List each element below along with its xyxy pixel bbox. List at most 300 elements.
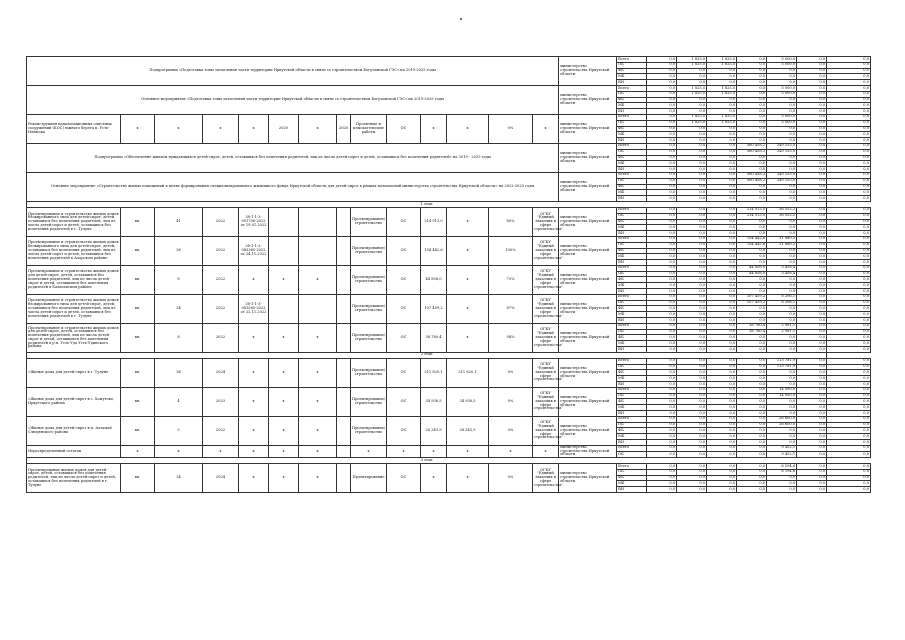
object-attr-12: 73%: [489, 265, 533, 294]
object-attr-10: 154 442,6: [421, 236, 447, 265]
object-attr-12: 0%: [489, 416, 533, 445]
amount-cell-5: 113 781,9: [767, 364, 797, 370]
amount-cell-7: 0,0: [827, 155, 871, 161]
amount-cell-5: 0,0: [767, 248, 797, 254]
amount-cell-1: 0,0: [647, 277, 677, 283]
object-attr-7: [337, 445, 351, 457]
amount-cell-4: 38 780,4: [737, 323, 767, 329]
amount-cell-6: 0,0: [797, 422, 827, 428]
responsible-ministry: министерство строительства Иркутской области: [559, 236, 617, 265]
amount-cell-3: 0,0: [707, 405, 737, 411]
amount-cell-1: 0,0: [647, 464, 677, 470]
funding-level: ВИ: [617, 167, 647, 173]
amount-cell-7: 0,0: [827, 97, 871, 103]
object-attr-4: x: [239, 387, 269, 416]
funding-level: ОБ: [617, 91, 647, 97]
amount-cell-5: 0,0: [767, 190, 797, 196]
amount-cell-6: 0,0: [797, 132, 827, 138]
object-attr-3: x: [203, 114, 239, 143]
amount-cell-5: 0,0: [767, 312, 797, 318]
amount-cell-1: 0,0: [647, 329, 677, 335]
amount-cell-1: 0,0: [647, 80, 677, 86]
amount-cell-5: 0,0: [767, 225, 797, 231]
amount-cell-3: 0,0: [707, 312, 737, 318]
amount-cell-5: 0,0: [767, 231, 797, 237]
amount-cell-6: 0,0: [797, 155, 827, 161]
amount-cell-3: 0,0: [707, 103, 737, 109]
amount-cell-6: 0,0: [797, 323, 827, 329]
amount-cell-5: 0,0: [767, 184, 797, 190]
amount-cell-4: 0,0: [737, 126, 767, 132]
object-attr-9: ОС: [387, 387, 421, 416]
funding-level: ВИ: [617, 260, 647, 266]
amount-cell-1: 0,0: [647, 434, 677, 440]
amount-cell-3: 0,0: [707, 393, 737, 399]
amount-cell-7: 0,0: [827, 149, 871, 155]
funding-level: ФБ: [617, 335, 647, 341]
object-attr-6: [299, 207, 337, 236]
object-attr-11: x: [447, 265, 489, 294]
amount-cell-3: 0,0: [707, 411, 737, 417]
program-title: Основное мероприятие «Строительство жилых помещений в целях формирования специализированного жилищного фонда Иркутской области для детей-сирот в рамках полномочий министерства строительства Иркутской области» на 2022-2025 годы: [27, 172, 559, 201]
responsible-ministry: министерство строительства Иркутской области: [559, 323, 617, 352]
amount-cell-4: 154 442,6: [737, 242, 767, 248]
amount-cell-3: 0,0: [707, 376, 737, 382]
amount-cell-1: 0,0: [647, 231, 677, 237]
amount-cell-2: 0,0: [677, 178, 707, 184]
object-attr-11: 211 820,1: [447, 358, 489, 387]
amount-cell-7: 0,0: [827, 161, 871, 167]
amount-cell-2: 1 825,0: [677, 114, 707, 120]
amount-cell-3: 0,0: [707, 416, 737, 422]
amount-cell-1: 0,0: [647, 445, 677, 451]
amount-cell-1: 0,0: [647, 97, 677, 103]
stage-title: 1 этап: [27, 201, 827, 207]
object-attr-7: 2020: [337, 114, 351, 143]
object-attr-13: ОГКУ "Единый заказчик в сфере строительства": [533, 358, 559, 387]
object-attr-11: x: [447, 323, 489, 352]
funding-level: Всего: [617, 294, 647, 300]
amount-cell-1: 0,0: [647, 62, 677, 68]
amount-cell-7: 0,0: [827, 103, 871, 109]
object-attr-2: 24: [155, 464, 203, 493]
object-attr-2: 5: [155, 416, 203, 445]
object-attr-2: 24: [155, 294, 203, 323]
object-attr-2: x: [155, 114, 203, 143]
amount-cell-5: 0,0: [767, 254, 797, 260]
object-attr-9: ОС: [387, 265, 421, 294]
amount-cell-7: 0,0: [827, 289, 871, 295]
amount-cell-5: 0,0: [767, 138, 797, 144]
amount-cell-7: 0,0: [827, 265, 871, 271]
amount-cell-4: 0,0: [737, 231, 767, 237]
amount-cell-6: 0,0: [797, 265, 827, 271]
amount-cell-5: 0,0: [767, 318, 797, 324]
amount-cell-1: 0,0: [647, 155, 677, 161]
object-attr-8: Проектные и изыскательские работы: [351, 114, 387, 143]
amount-cell-3: 0,0: [707, 80, 737, 86]
amount-cell-5: 5 000,0: [767, 120, 797, 126]
amount-cell-4: 0,0: [737, 254, 767, 260]
responsible-ministry: министерство строительства Иркутской области: [559, 172, 617, 201]
responsible-ministry: министерство строительства Иркутской области: [559, 57, 617, 86]
responsible-ministry: министерство строительства Иркутской области: [559, 416, 617, 445]
amount-cell-1: 0,0: [647, 271, 677, 277]
object-attr-9: ОС: [387, 416, 421, 445]
amount-cell-1: 0,0: [647, 207, 677, 213]
amount-cell-3: 0,0: [707, 213, 737, 219]
amount-cell-4: 0,0: [737, 225, 767, 231]
object-attr-5: x: [269, 323, 299, 352]
funding-level: ВИ: [617, 440, 647, 446]
amount-cell-3: 0,0: [707, 207, 737, 213]
amount-cell-6: 0,0: [797, 62, 827, 68]
funding-level: ФБ: [617, 399, 647, 405]
amount-cell-4: 0,0: [737, 428, 767, 434]
amount-cell-6: 0,0: [797, 399, 827, 405]
amount-cell-1: 0,0: [647, 143, 677, 149]
amount-cell-1: 0,0: [647, 306, 677, 312]
amount-cell-5: 3 458,4: [767, 271, 797, 277]
amount-cell-7: 0,0: [827, 411, 871, 417]
amount-cell-4: 154 442,6: [737, 236, 767, 242]
object-attr-5: x: [269, 464, 299, 493]
object-attr-8: Проектирование/ строительство: [351, 236, 387, 265]
amount-cell-5: 0,0: [767, 161, 797, 167]
funding-level: ВИ: [617, 231, 647, 237]
amount-cell-2: 0,0: [677, 190, 707, 196]
amount-cell-7: 0,0: [827, 329, 871, 335]
amount-cell-6: 0,0: [797, 114, 827, 120]
amount-cell-5: 113 781,9: [767, 358, 797, 364]
amount-cell-6: 0,0: [797, 283, 827, 289]
object-attr-4: x: [239, 114, 269, 143]
amount-cell-6: 0,0: [797, 161, 827, 167]
amount-cell-6: 0,0: [797, 341, 827, 347]
object-attr-13: x: [533, 114, 559, 143]
amount-cell-2: 1 825,0: [677, 62, 707, 68]
funding-level: ОБ: [617, 393, 647, 399]
amount-cell-7: 0,0: [827, 445, 871, 451]
amount-cell-5: 5 000,0: [767, 114, 797, 120]
object-attr-1: кв.: [121, 236, 155, 265]
object-attr-9: ОС: [387, 464, 421, 493]
amount-cell-7: 0,0: [827, 80, 871, 86]
amount-cell-6: 0,0: [797, 393, 827, 399]
amount-cell-5: 0,0: [767, 341, 797, 347]
amount-cell-7: 0,0: [827, 190, 871, 196]
responsible-ministry: министерство строительства Иркутской области: [559, 207, 617, 236]
amount-cell-1: 0,0: [647, 248, 677, 254]
object-attr-12: x: [489, 445, 533, 457]
amount-cell-4: 0,0: [737, 80, 767, 86]
object-attr-8: Проектирование/ строительство: [351, 265, 387, 294]
amount-cell-6: 0,0: [797, 487, 827, 493]
amount-cell-2: 0,0: [677, 370, 707, 376]
object-attr-11: x: [447, 464, 489, 493]
object-attr-4: x: [239, 445, 269, 457]
funding-level: ФБ: [617, 306, 647, 312]
amount-cell-1: 0,0: [647, 167, 677, 173]
amount-cell-2: 0,0: [677, 74, 707, 80]
object-attr-4: x: [239, 358, 269, 387]
funding-level: Всего: [617, 143, 647, 149]
object-attr-6: [299, 294, 337, 323]
object-attr-8: Проектирование/ строительство: [351, 358, 387, 387]
amount-cell-4: 0,0: [737, 306, 767, 312]
amount-cell-1: 0,0: [647, 469, 677, 475]
amount-cell-2: 0,0: [677, 248, 707, 254]
amount-cell-2: 0,0: [677, 260, 707, 266]
object-attr-4: 38-1-1-3-001756-2022 от 19.01.2022: [239, 207, 269, 236]
amount-cell-2: 0,0: [677, 318, 707, 324]
amount-cell-6: 0,0: [797, 184, 827, 190]
amount-cell-3: 0,0: [707, 289, 737, 295]
amount-cell-7: 0,0: [827, 91, 871, 97]
amount-cell-3: 0,0: [707, 323, 737, 329]
amount-cell-5: 249 153,0: [767, 149, 797, 155]
amount-cell-6: 0,0: [797, 248, 827, 254]
object-attr-3: 2022: [203, 416, 239, 445]
amount-cell-5: 26 600,0: [767, 416, 797, 422]
amount-cell-7: 0,0: [827, 57, 871, 63]
amount-cell-5: 0,0: [767, 347, 797, 353]
amount-cell-3: 0,0: [707, 190, 737, 196]
object-attr-8: Проектирование/ строительство: [351, 387, 387, 416]
object-attr-10: x: [421, 464, 447, 493]
amount-cell-6: 0,0: [797, 277, 827, 283]
object-attr-13: x: [533, 445, 559, 457]
amount-cell-4: 0,0: [737, 370, 767, 376]
amount-cell-6: 0,0: [797, 91, 827, 97]
amount-cell-1: 0,0: [647, 428, 677, 434]
page-dot: [460, 18, 462, 20]
amount-cell-2: 0,0: [677, 196, 707, 202]
amount-cell-5: 0,0: [767, 132, 797, 138]
amount-cell-5: 5 000,0: [767, 62, 797, 68]
amount-cell-3: 0,0: [707, 358, 737, 364]
amount-cell-4: 0,0: [737, 57, 767, 63]
stage-title: 2 этап: [27, 352, 827, 358]
amount-cell-1: 0,0: [647, 178, 677, 184]
object-attr-1: кв.: [121, 387, 155, 416]
object-attr-5: x: [269, 265, 299, 294]
object-attr-3: 2022: [203, 323, 239, 352]
amount-cell-6: 0,0: [797, 242, 827, 248]
object-attr-9: x: [387, 445, 421, 457]
object-attr-7: [337, 358, 351, 387]
program-title: Основное мероприятие «Подготовка зоны затопления части территории Иркутской области в связи со строительством Богучанской ГЭС» на 2019-2025 годы: [27, 85, 559, 114]
object-attr-10: 214 913,0: [421, 207, 447, 236]
funding-level: ФБ: [617, 126, 647, 132]
object-attr-6: x: [299, 265, 337, 294]
funding-level: ВИ: [617, 382, 647, 388]
amount-cell-3: 0,0: [707, 225, 737, 231]
amount-cell-6: 0,0: [797, 260, 827, 266]
amount-cell-6: 0,0: [797, 271, 827, 277]
object-name: Реконструкция канализационных очистных сооружений (КОС) южного берега п. Усть-Илимска: [27, 114, 121, 143]
responsible-ministry: министерство строительства Иркутской области: [559, 358, 617, 387]
amount-cell-5: 0,0: [767, 382, 797, 388]
amount-cell-7: 0,0: [827, 440, 871, 446]
object-attr-1: кв.: [121, 323, 155, 352]
amount-cell-6: 0,0: [797, 387, 827, 393]
amount-cell-2: 1 825,0: [677, 120, 707, 126]
amount-cell-4: 107 459,2: [737, 300, 767, 306]
amount-cell-5: 0,0: [767, 411, 797, 417]
object-attr-2: 36: [155, 358, 203, 387]
amount-cell-5: 0,0: [767, 405, 797, 411]
funding-level: Всего: [617, 85, 647, 91]
amount-cell-1: 0,0: [647, 103, 677, 109]
object-attr-13: ОГКУ "Единый заказчик в сфере строительства": [533, 207, 559, 236]
funding-level: Всего: [617, 236, 647, 242]
amount-cell-6: 0,0: [797, 451, 827, 457]
object-attr-3: 2023: [203, 387, 239, 416]
amount-cell-6: 0,0: [797, 149, 827, 155]
amount-cell-3: 0,0: [707, 294, 737, 300]
amount-cell-7: 0,0: [827, 405, 871, 411]
object-attr-11: x: [447, 236, 489, 265]
amount-cell-1: 0,0: [647, 387, 677, 393]
object-attr-7: [337, 323, 351, 352]
object-name: «Жилые дома для детей-сирот в г. Тулуне: [27, 358, 121, 387]
amount-cell-2: 0,0: [677, 387, 707, 393]
object-attr-8: Проектирование: [351, 464, 387, 493]
amount-cell-2: 0,0: [677, 265, 707, 271]
amount-cell-4: 214 913,0: [737, 207, 767, 213]
amount-cell-6: 0,0: [797, 85, 827, 91]
amount-cell-5: 36 552,2: [767, 213, 797, 219]
amount-cell-7: 0,0: [827, 469, 871, 475]
amount-cell-5: 249 153,0: [767, 172, 797, 178]
amount-cell-7: 0,0: [827, 196, 871, 202]
amount-cell-4: 44 858,0: [737, 265, 767, 271]
amount-cell-4: 0,0: [737, 481, 767, 487]
object-attr-5: [269, 236, 299, 265]
amount-cell-7: 0,0: [827, 306, 871, 312]
amount-cell-2: 0,0: [677, 358, 707, 364]
amount-cell-2: 0,0: [677, 481, 707, 487]
object-attr-1: кв.: [121, 294, 155, 323]
object-attr-10: 28 243,9: [421, 416, 447, 445]
amount-cell-2: 0,0: [677, 207, 707, 213]
amount-cell-2: 0,0: [677, 329, 707, 335]
object-attr-13: ОГКУ "Единый заказчик в сфере строительства": [533, 265, 559, 294]
object-attr-1: x: [121, 114, 155, 143]
amount-cell-4: 560 458,2: [737, 172, 767, 178]
amount-cell-3: 0,0: [707, 155, 737, 161]
amount-cell-7: 0,0: [827, 219, 871, 225]
amount-cell-6: 0,0: [797, 213, 827, 219]
amount-cell-4: 107 459,2: [737, 294, 767, 300]
amount-cell-2: 0,0: [677, 323, 707, 329]
amount-cell-7: 0,0: [827, 132, 871, 138]
amount-cell-4: 0,0: [737, 68, 767, 74]
funding-level: МБ: [617, 103, 647, 109]
amount-cell-4: 0,0: [737, 469, 767, 475]
funding-level: МБ: [617, 225, 647, 231]
funding-level: ВИ: [617, 109, 647, 115]
amount-cell-3: 0,0: [707, 143, 737, 149]
funding-level: МБ: [617, 376, 647, 382]
amount-cell-6: 0,0: [797, 347, 827, 353]
amount-cell-4: 0,0: [737, 445, 767, 451]
amount-cell-3: 1 825,0: [707, 120, 737, 126]
amount-cell-7: 0,0: [827, 126, 871, 132]
amount-cell-7: 0,0: [827, 341, 871, 347]
object-attr-9: ОС: [387, 323, 421, 352]
object-attr-11: x: [447, 294, 489, 323]
amount-cell-6: 0,0: [797, 225, 827, 231]
amount-cell-2: 0,0: [677, 283, 707, 289]
amount-cell-2: 0,0: [677, 109, 707, 115]
amount-cell-1: 0,0: [647, 138, 677, 144]
funding-level: ОБ: [617, 213, 647, 219]
amount-cell-3: 0,0: [707, 347, 737, 353]
object-attr-5: x: [269, 387, 299, 416]
amount-cell-3: 0,0: [707, 434, 737, 440]
amount-cell-5: 0,0: [767, 399, 797, 405]
funding-level: Всего: [617, 416, 647, 422]
amount-cell-4: 0,0: [737, 114, 767, 120]
amount-cell-5: 0,0: [767, 306, 797, 312]
amount-cell-4: 0,0: [737, 382, 767, 388]
amount-cell-3: 0,0: [707, 271, 737, 277]
amount-cell-1: 0,0: [647, 451, 677, 457]
funding-level: ВИ: [617, 487, 647, 493]
amount-cell-3: 0,0: [707, 399, 737, 405]
amount-cell-2: 0,0: [677, 312, 707, 318]
amount-cell-7: 0,0: [827, 260, 871, 266]
amount-cell-2: 0,0: [677, 184, 707, 190]
object-attr-10: 211 820,1: [421, 358, 447, 387]
amount-cell-1: 0,0: [647, 85, 677, 91]
object-name: Проектирование и строительство жилых домов блокированного типа для детей-сирот, детей, оставшихся без попечения родителей, лиц из числа детей-сирот и детей, оставшихся без попечения родителей в г. Тулуне: [27, 294, 121, 323]
amount-cell-1: 0,0: [647, 312, 677, 318]
stage-title: 3 этап: [27, 458, 827, 464]
amount-cell-2: 0,0: [677, 382, 707, 388]
funding-level: Всего: [617, 323, 647, 329]
amount-cell-4: 0,0: [737, 318, 767, 324]
amount-cell-6: 0,0: [797, 329, 827, 335]
amount-cell-2: 1 825,0: [677, 57, 707, 63]
amount-cell-5: 249 153,0: [767, 178, 797, 184]
amount-cell-2: 0,0: [677, 97, 707, 103]
amount-cell-7: 0,0: [827, 347, 871, 353]
amount-cell-4: 0,0: [737, 399, 767, 405]
amount-cell-3: 0,0: [707, 318, 737, 324]
amount-cell-3: 0,0: [707, 219, 737, 225]
object-attr-12: 0%: [489, 464, 533, 493]
amount-cell-5: 2 981,1: [767, 323, 797, 329]
amount-cell-2: 0,0: [677, 347, 707, 353]
amount-cell-2: 0,0: [677, 126, 707, 132]
amount-cell-7: 0,0: [827, 434, 871, 440]
amount-cell-5: 0,0: [767, 109, 797, 115]
amount-cell-6: 0,0: [797, 167, 827, 173]
amount-cell-2: 0,0: [677, 440, 707, 446]
amount-cell-7: 0,0: [827, 376, 871, 382]
amount-cell-5: 36 552,2: [767, 207, 797, 213]
amount-cell-3: 0,0: [707, 242, 737, 248]
amount-cell-4: 560 458,2: [737, 149, 767, 155]
object-attr-13: ОГКУ "Единый заказчик в сфере строительства": [533, 323, 559, 352]
funding-level: МБ: [617, 132, 647, 138]
amount-cell-3: 0,0: [707, 277, 737, 283]
amount-cell-6: 0,0: [797, 97, 827, 103]
amount-cell-6: 0,0: [797, 475, 827, 481]
